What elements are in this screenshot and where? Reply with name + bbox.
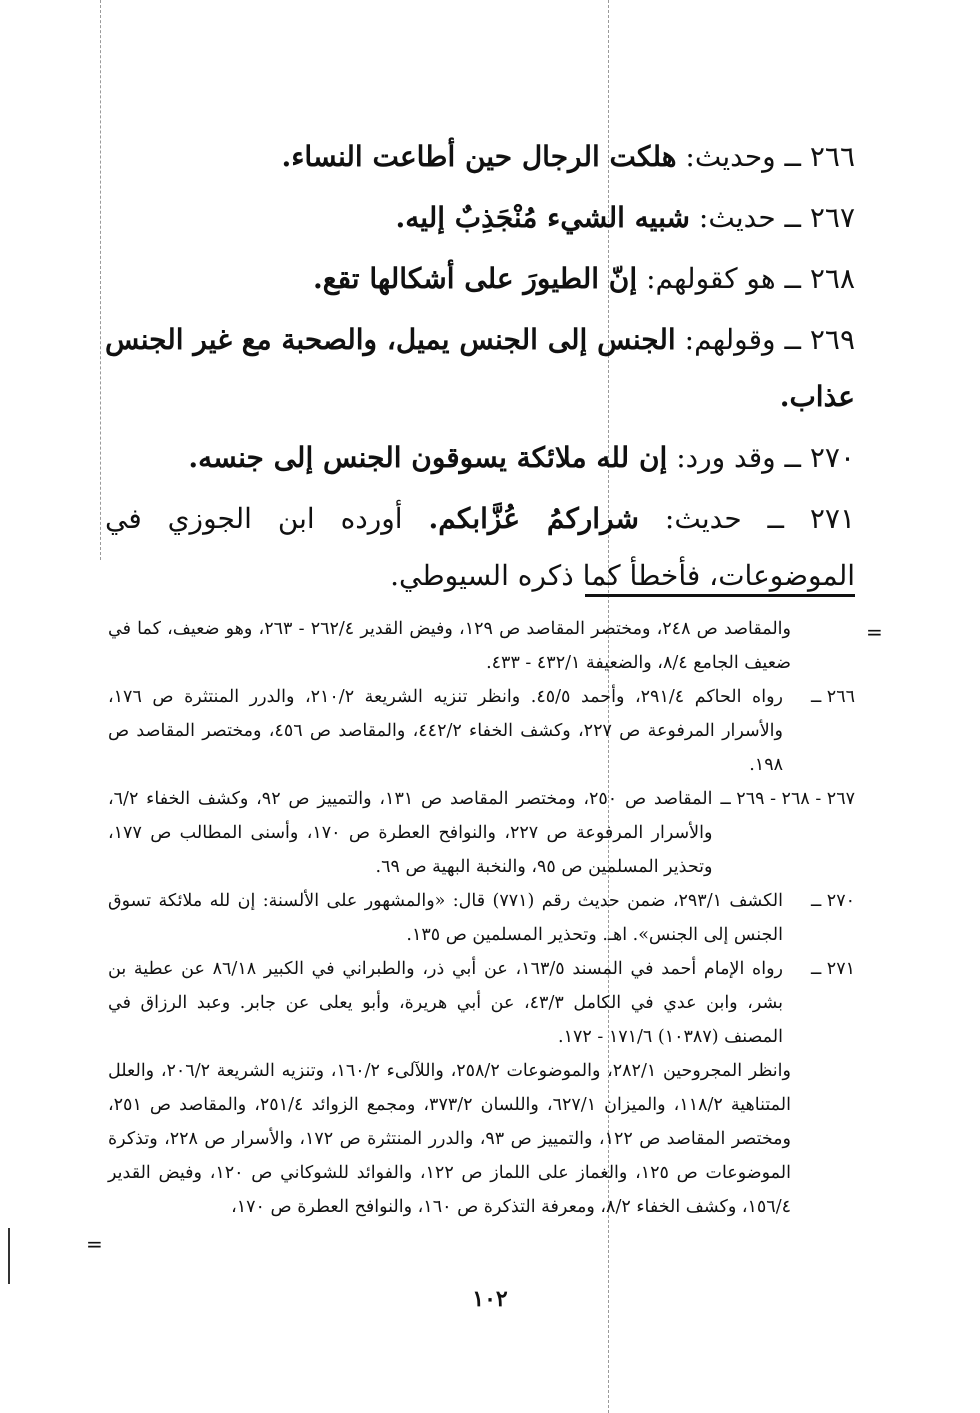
footnote: [108, 952, 855, 1054]
entry-number: ٢٧١: [809, 502, 855, 535]
entry-number: ٢٦٨: [809, 262, 855, 295]
entry-quote: إنّ الطيورَ على أشكالها تقع.: [312, 262, 638, 295]
entry-quote: هلكت الرجال حين أطاعت النساء.: [281, 140, 677, 173]
entry-tail: أورده ابن الجوزي في الموضوعات، فأخطأ كما ذكره السيوطي.: [105, 502, 855, 592]
footnote: [108, 782, 855, 884]
entry-lead: ــ وقد ورد:: [676, 441, 801, 474]
entry-271: [105, 490, 855, 604]
entry-lead: ــ حديث:: [698, 201, 801, 234]
entry-number: ٢٧٠: [809, 441, 855, 474]
footnote: [108, 1054, 855, 1224]
footnote-number: ٢٦٧ - ٢٦٨ - ٢٦٩ ــ: [720, 789, 855, 809]
entry-lead: ــ حديث:: [664, 502, 784, 535]
entry-266: [105, 128, 855, 185]
footnote-number: ٢٦٦ ــ: [810, 687, 855, 707]
footnote-text: رواه الحاكم ٢٩١/٤، وأحمد ٤٥/٥. وانظر تنزيه الشريعة ٢١٠/٢، والدرر المنتثرة ص ١٧٦، والأسرار المرفوعة ص ٢٢٧، وكشف الخفاء ٤٤٢/٢، والمقاصد ص ٤٥٦، ومختصر المقاصد ص ١٩٨.: [108, 687, 783, 775]
entry-quote: الجنس إلى الجنس يميل، والصحبة مع غير الجنس عذاب.: [105, 323, 855, 413]
entry-lead: ــ هو كقولهم:: [646, 262, 801, 295]
entry-268: [105, 250, 855, 307]
footnote-separator: [585, 594, 855, 597]
entry-quote: شبيه الشيء مُنْجَذِبٌ إليه.: [395, 201, 691, 234]
entry-number: ٢٦٦: [809, 140, 855, 173]
main-text: [105, 128, 855, 604]
footnote: [108, 680, 855, 782]
footnote-number: ٢٧١ ــ: [810, 959, 855, 979]
footnote: [108, 884, 855, 952]
footnote-text: المقاصد ص ٢٥٠، ومختصر المقاصد ص ١٣١، والتمييز ص ٩٢، وكشف الخفاء ٦/٢، والأسرار المرفوعة ص ٢٢٧، والنوافح العطرة ص ١٧٠، وأسنى المطالب ص ١٧٧، وتحذير المسلمين ص ٩٥، والنخبة البهية ص ٦٩.: [108, 789, 713, 877]
entry-quote: شراركمُ عُزَّابكم.: [428, 502, 639, 535]
entry-quote: إن لله ملائكة يسوقون الجنس إلى جنسه.: [188, 441, 668, 474]
entry-269: [105, 311, 855, 425]
footnotes: [108, 612, 855, 1224]
scan-fold-line: [100, 0, 101, 560]
entry-number: ٢٦٧: [809, 201, 855, 234]
continuation-mark-top: =: [866, 620, 883, 644]
entry-270: [105, 429, 855, 486]
entry-267: [105, 189, 855, 246]
entry-lead: ــ وحديث:: [685, 140, 801, 173]
entry-number: ٢٦٩: [809, 323, 855, 356]
footnote-text: رواه الإمام أحمد في المسند ١٦٣/٥، عن أبي ذر، والطبراني في الكبير ٨٦/١٨ عن عطية بن بشر، وابن عدي في الكامل ٤٣/٣، عن أبي هريرة، وأبو يعلى عن جابر. وعبد الرزاق في المصنف (١٠٣٨٧) ١٧١/٦ - ١٧٢.: [108, 959, 783, 1047]
footnote-text: والمقاصد ص ٢٤٨، ومختصر المقاصد ص ١٢٩، وفيض القدير ٢٦٢/٤ - ٢٦٣، وهو ضعيف، كما في ضعيف الجامع ٨/٤، والضعيفة ٤٣٢/١ - ٤٣٣.: [108, 619, 791, 673]
footnote-text: الكشف ٢٩٣/١، ضمن حديث رقم (٧٧١) قال: «والمشهور على الألسنة: إن لله ملائكة تسوق الجنس إلى الجنس». اهـ. وتحذير المسلمين ص ١٣٥.: [108, 891, 784, 945]
entry-lead: ــ وقولهم:: [684, 323, 801, 356]
footnote: [108, 612, 855, 680]
footnote-number: ٢٧٠ ــ: [810, 891, 855, 911]
page-number: ١٠٢: [472, 1286, 508, 1312]
footnote-text: وانظر المجروحين ٢٨٢/١، والموضوعات ٢٥٨/٢، واللآلىء ١٦٠/٢، وتنزيه الشريعة ٢٠٦/٢، والعلل المتناهية ١١٨/٢، والميزان ٦٢٧/١، واللسان ٣٧٣/٢، ومجمع الزوائد ٢٥١/٤، والمقاصد ص ٢٥١، ومختصر المقاصد ص ١٢٢، والتمييز ص ٩٣، والدرر المنتثرة ص ١٧٢، والأسرار ص ٢٢٨، وتذكرة الموضوعات ص ١٢٥، والغماز على اللماز ص ١٢٢، والفوائد للشوكاني ص ١٢٠، وفيض القدير ١٥٦/٤، وكشف الخفاء ٨/٢، ومعرفة التذكرة ص ١٦٠، والنوافح العطرة ص ١٧٠،: [108, 1061, 791, 1217]
margin-mark: [8, 1228, 10, 1284]
continuation-mark-bottom: =: [86, 1232, 103, 1256]
